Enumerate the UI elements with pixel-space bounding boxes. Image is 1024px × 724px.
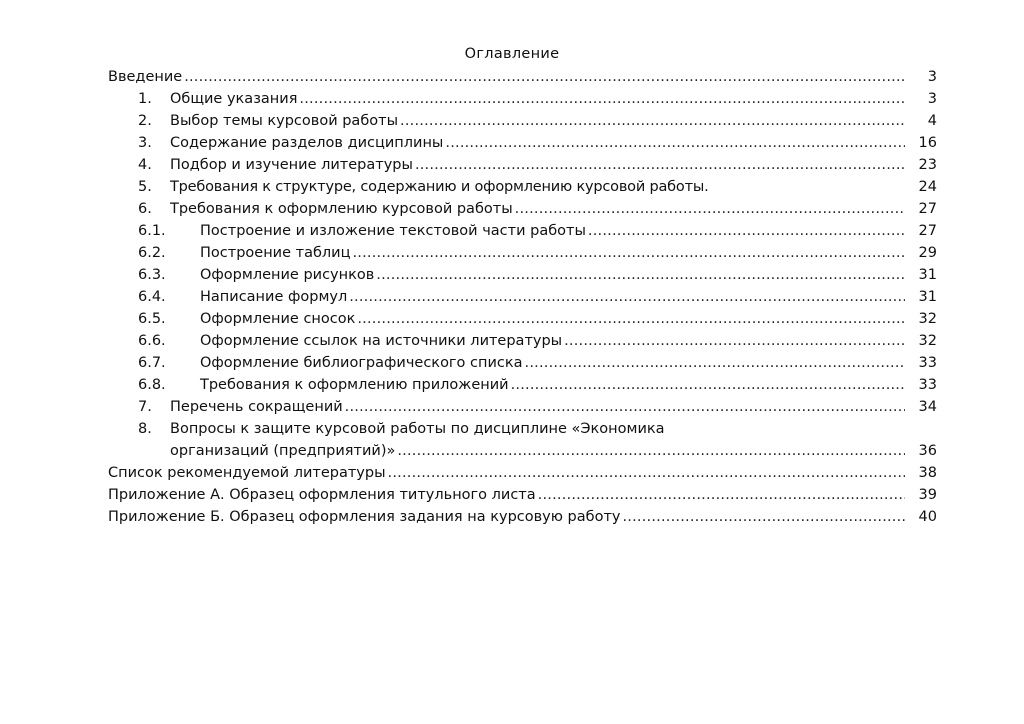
toc-entry-text: Вопросы к защите курсовой работы по дисциплине «Экономика bbox=[170, 421, 665, 437]
toc-page-number: 24 bbox=[918, 179, 937, 195]
toc-entry-text: Требования к оформлению приложений bbox=[200, 377, 509, 393]
toc-entry-number: 1. bbox=[138, 91, 152, 107]
toc-page-number: 34 bbox=[918, 399, 937, 415]
table-of-contents bbox=[108, 66, 937, 528]
toc-entry-number: 6.1. bbox=[138, 223, 166, 239]
toc-page-number: 3 bbox=[927, 69, 937, 85]
toc-entry[interactable] bbox=[108, 264, 937, 286]
dot-leader bbox=[525, 352, 905, 374]
toc-entry-text: Перечень сокращений bbox=[170, 399, 343, 415]
dot-leader bbox=[345, 396, 905, 418]
toc-entry[interactable] bbox=[108, 176, 937, 198]
toc-entry-number: 7. bbox=[138, 399, 152, 415]
toc-entry[interactable] bbox=[108, 462, 937, 484]
toc-entry-text: Выбор темы курсовой работы bbox=[170, 113, 399, 129]
toc-entry[interactable] bbox=[108, 330, 937, 352]
toc-entry-number: 6. bbox=[138, 201, 152, 217]
toc-entry[interactable] bbox=[108, 88, 937, 110]
toc-entry-number: 2. bbox=[138, 113, 152, 129]
dot-leader bbox=[515, 198, 905, 220]
toc-entry[interactable] bbox=[108, 66, 937, 88]
toc-page-number: 29 bbox=[918, 245, 937, 261]
toc-entry-number: 3. bbox=[138, 135, 152, 151]
toc-entry-number: 6.7. bbox=[138, 355, 166, 371]
dot-leader bbox=[445, 132, 905, 154]
toc-page-number: 31 bbox=[918, 267, 937, 283]
toc-page-number: 27 bbox=[918, 223, 937, 239]
toc-entry-number: 6.5. bbox=[138, 311, 166, 327]
dot-leader bbox=[184, 66, 905, 88]
toc-entry-number: 6.2. bbox=[138, 245, 166, 261]
toc-entry[interactable] bbox=[108, 396, 937, 418]
toc-page-number: 4 bbox=[927, 113, 937, 129]
toc-entry-text: Список рекомендуемой литературы bbox=[108, 465, 386, 481]
toc-page-number: 33 bbox=[918, 355, 937, 371]
toc-entry-text: Построение и изложение текстовой части работы bbox=[200, 223, 586, 239]
toc-entry[interactable] bbox=[108, 374, 937, 396]
toc-entry[interactable] bbox=[108, 506, 937, 528]
dot-leader bbox=[623, 506, 906, 528]
toc-page-number: 32 bbox=[918, 311, 937, 327]
dot-leader bbox=[376, 264, 905, 286]
dot-leader bbox=[388, 462, 905, 484]
toc-entry-text: Оформление библиографического списка bbox=[200, 355, 523, 371]
toc-entry-number: 6.4. bbox=[138, 289, 166, 305]
toc-entry-number: 6.8. bbox=[138, 377, 166, 393]
dot-leader bbox=[415, 154, 905, 176]
dot-leader bbox=[349, 286, 905, 308]
dot-leader bbox=[538, 484, 905, 506]
toc-page-number: 27 bbox=[918, 201, 937, 217]
toc-entry-text: Содержание разделов дисциплины bbox=[170, 135, 444, 151]
dot-leader bbox=[511, 374, 905, 396]
toc-entry[interactable] bbox=[108, 418, 937, 440]
toc-page-number: 32 bbox=[918, 333, 937, 349]
toc-entry-text: Требования к оформлению курсовой работы bbox=[170, 201, 513, 217]
toc-entry[interactable] bbox=[108, 132, 937, 154]
toc-entry-number: 4. bbox=[138, 157, 152, 173]
dot-leader bbox=[564, 330, 905, 352]
dot-leader bbox=[400, 110, 905, 132]
toc-entry[interactable] bbox=[108, 308, 937, 330]
toc-page-number: 36 bbox=[918, 443, 937, 459]
dot-leader bbox=[352, 242, 905, 264]
toc-page-number: 23 bbox=[918, 157, 937, 173]
toc-page-number: 3 bbox=[927, 91, 937, 107]
toc-entry-text: Приложение А. Образец оформления титульного листа bbox=[108, 487, 536, 503]
dot-leader bbox=[357, 308, 905, 330]
toc-entry[interactable] bbox=[108, 484, 937, 506]
toc-entry-text: Требования к структуре, содержанию и оформлению курсовой работы. bbox=[170, 179, 709, 195]
toc-page-number: 39 bbox=[918, 487, 937, 503]
toc-entry-text: Оформление рисунков bbox=[200, 267, 375, 283]
toc-entry[interactable] bbox=[108, 286, 937, 308]
toc-entry-number: 8. bbox=[138, 421, 152, 437]
toc-entry-text: Построение таблиц bbox=[200, 245, 351, 261]
toc-entry-number: 6.6. bbox=[138, 333, 166, 349]
dot-leader bbox=[588, 220, 905, 242]
toc-entry[interactable] bbox=[108, 110, 937, 132]
toc-entry[interactable] bbox=[108, 352, 937, 374]
toc-entry-text: Написание формул bbox=[200, 289, 348, 305]
toc-entry-text: Оформление сносок bbox=[200, 311, 356, 327]
toc-page-number: 31 bbox=[918, 289, 937, 305]
toc-entry-text: Введение bbox=[108, 69, 183, 85]
toc-entry-text: Приложение Б. Образец оформления задания на курсовую работу bbox=[108, 509, 621, 525]
toc-page-number: 40 bbox=[918, 509, 937, 525]
toc-entry-number: 6.3. bbox=[138, 267, 166, 283]
toc-title: Оглавление bbox=[464, 46, 560, 62]
dot-leader bbox=[299, 88, 905, 110]
toc-entry[interactable] bbox=[108, 242, 937, 264]
toc-page-number: 38 bbox=[918, 465, 937, 481]
toc-entry-text: Оформление ссылок на источники литературы bbox=[200, 333, 563, 349]
toc-page-number: 16 bbox=[918, 135, 937, 151]
toc-entry-continuation[interactable] bbox=[108, 440, 937, 462]
toc-entry[interactable] bbox=[108, 198, 937, 220]
toc-page-number: 33 bbox=[918, 377, 937, 393]
toc-entry-text: Подбор и изучение литературы bbox=[170, 157, 413, 173]
toc-entry[interactable] bbox=[108, 220, 937, 242]
toc-entry[interactable] bbox=[108, 154, 937, 176]
toc-entry-number: 5. bbox=[138, 179, 152, 195]
toc-entry-text: организаций (предприятий)» bbox=[170, 443, 396, 459]
dot-leader bbox=[397, 440, 905, 462]
toc-entry-text: Общие указания bbox=[170, 91, 298, 107]
